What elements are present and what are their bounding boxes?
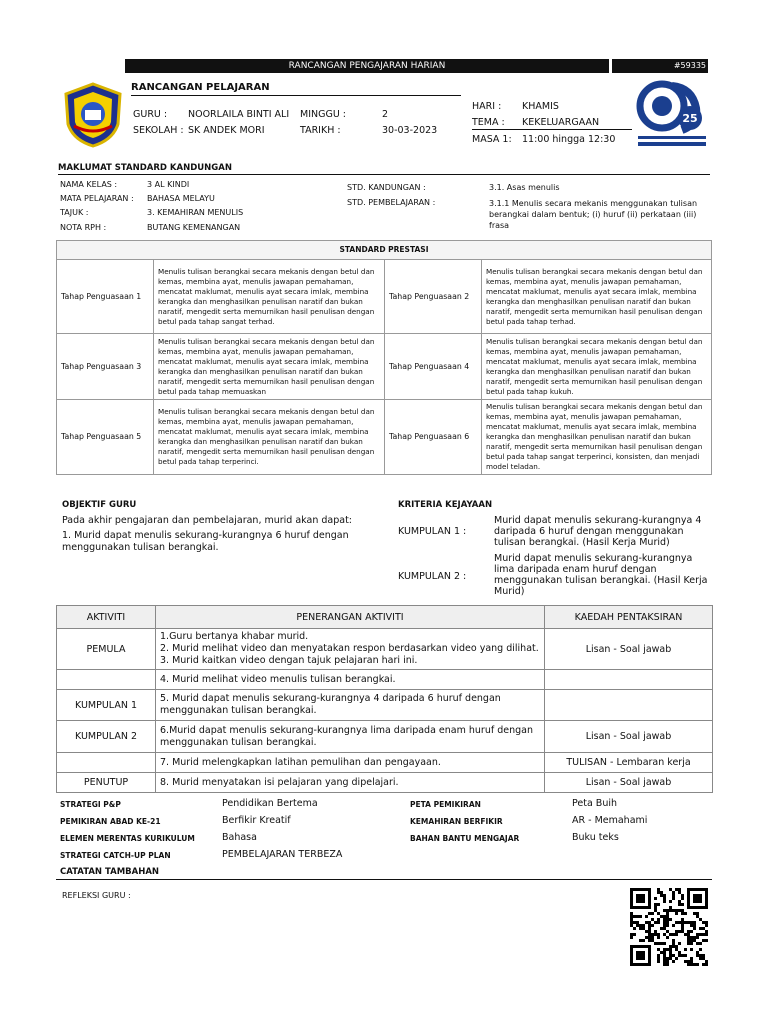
catchup-label: STRATEGI CATCH-UP PLAN bbox=[60, 851, 171, 860]
table-row bbox=[57, 670, 713, 690]
aktiviti-kaedah: Lisan - Soal jawab bbox=[545, 629, 713, 670]
level-label: Tahap Penguasaan 5 bbox=[57, 400, 154, 475]
masa-label: MASA 1: bbox=[472, 134, 512, 145]
table-row bbox=[57, 260, 712, 334]
sekolah-value: SK ANDEK MORI bbox=[188, 125, 265, 136]
column-header: AKTIVITI bbox=[57, 606, 156, 629]
school-crest-logo bbox=[58, 80, 128, 150]
table-row bbox=[57, 773, 713, 793]
masa-value: 11:00 hingga 12:30 bbox=[522, 134, 616, 145]
std-kandungan-label: STD. KANDUNGAN : bbox=[347, 183, 426, 192]
kemahiran-value: AR - Memahami bbox=[572, 815, 648, 826]
level-label: Tahap Penguasaan 6 bbox=[385, 400, 482, 475]
aktiviti-name: KUMPULAN 1 bbox=[57, 690, 156, 721]
objektif-item: 1. Murid dapat menulis sekurang-kurangnya 6 huruf dengan menggunakan tulisan berangkai. bbox=[62, 530, 349, 553]
table-header-row bbox=[57, 606, 713, 629]
column-header: PENERANGAN AKTIVITI bbox=[156, 606, 545, 629]
aktiviti-table bbox=[56, 605, 713, 793]
objektif-title: OBJEKTIF GURU bbox=[62, 500, 137, 510]
aktiviti-desc: 7. Murid melengkapkan latihan pemulihan dan pengayaan. bbox=[156, 753, 545, 773]
aktiviti-name bbox=[57, 753, 156, 773]
aktiviti-desc: 1.Guru bertanya khabar murid. 2. Murid melihat video dan menyatakan respon berdasarkan video yang dilihat. 3. Murid kaitkan video dengan tajuk pelajaran hari ini. bbox=[156, 629, 545, 670]
aktiviti-name: KUMPULAN 2 bbox=[57, 721, 156, 753]
sekolah-label: SEKOLAH : bbox=[133, 125, 184, 136]
nota-rph-value: BUTANG KEMENANGAN bbox=[147, 223, 241, 232]
nota-rph-label: NOTA RPH : bbox=[60, 223, 107, 232]
section-title: RANCANGAN PELAJARAN bbox=[131, 82, 270, 93]
aktiviti-name bbox=[57, 670, 156, 690]
bahan-value: Buku teks bbox=[572, 832, 619, 843]
bahan-label: BAHAN BANTU MENGAJAR bbox=[410, 834, 520, 843]
kriteria-title: KRITERIA KEJAYAAN bbox=[398, 500, 493, 510]
minggu-value: 2 bbox=[382, 109, 389, 120]
level-description: Menulis tulisan berangkai secara mekanis dengan betul dan kemas, membina ayat, menulis jawapan pemahaman, mencatat maklumat, menulis ayat secara imlak, membina kerangka dan menghasilkan penulisan naratif dan bukan naratif, mengedit serta memurnikan hasil penulisan dengan betul pada tahap terperinci. bbox=[154, 400, 385, 475]
strategi-pp-value: Pendidikan Bertema bbox=[222, 798, 318, 809]
level-label: Tahap Penguasaan 2 bbox=[385, 260, 482, 334]
standard-prestasi-title: STANDARD PRESTASI bbox=[57, 241, 712, 260]
table-row bbox=[57, 334, 712, 400]
tarikh-label: TARIKH : bbox=[300, 125, 341, 136]
svg-text:25: 25 bbox=[682, 112, 698, 125]
document-banner-title: RANCANGAN PENGAJARAN HARIAN bbox=[125, 59, 609, 73]
maklumat-title: MAKLUMAT STANDARD KANDUNGAN bbox=[58, 163, 232, 173]
level-description: Menulis tulisan berangkai secara mekanis dengan betul dan kemas, membina ayat, menulis jawapan pemahaman, mencatat maklumat, menulis ayat secara imlak, membina kerangka dan menghasilkan penulisan naratif dan bukan naratif, mengedit serta memurnikan hasil penulisan dengan betul pada tahap memuaskan bbox=[154, 334, 385, 400]
aktiviti-desc: 4. Murid melihat video menulis tulisan berangkai. bbox=[156, 670, 545, 690]
table-row bbox=[57, 753, 713, 773]
abad21-label: PEMIKIRAN ABAD KE-21 bbox=[60, 817, 161, 826]
qr-code-icon[interactable] bbox=[630, 888, 708, 966]
peta-value: Peta Buih bbox=[572, 798, 617, 809]
divider bbox=[131, 95, 461, 96]
divider bbox=[58, 174, 710, 175]
aktiviti-kaedah bbox=[545, 670, 713, 690]
tajuk-value: 3. KEMAHIRAN MENULIS bbox=[147, 208, 244, 217]
aktiviti-name: PEMULA bbox=[57, 629, 156, 670]
mata-pelajaran-value: BAHASA MELAYU bbox=[147, 194, 215, 203]
tajuk-label: TAJUK : bbox=[60, 208, 89, 217]
tema-value: KEKELUARGAAN bbox=[522, 117, 600, 128]
tema-label: TEMA : bbox=[472, 117, 505, 128]
nama-kelas-label: NAMA KELAS : bbox=[60, 180, 118, 189]
hari-value: KHAMIS bbox=[522, 101, 559, 112]
kumpulan-1-value: Murid dapat menulis sekurang-kurangnya 4 daripada 6 huruf dengan menggunakan tulisan berangkai. (Hasil Kerja Murid) bbox=[494, 515, 702, 548]
aktiviti-desc: 8. Murid menyatakan isi pelajaran yang dipelajari. bbox=[156, 773, 545, 793]
hari-label: HARI : bbox=[472, 101, 502, 112]
standard-prestasi-table bbox=[56, 240, 712, 475]
table-row bbox=[57, 629, 713, 670]
divider bbox=[472, 129, 632, 130]
table-row bbox=[57, 721, 713, 753]
aktiviti-desc: 5. Murid dapat menulis sekurang-kurangnya 4 daripada 6 huruf dengan menggunakan tulisan berangkai. bbox=[156, 690, 545, 721]
table-row bbox=[57, 400, 712, 475]
level-description: Menulis tulisan berangkai secara mekanis dengan betul dan kemas, membina ayat, menulis jawapan pemahaman, mencatat maklumat, menulis ayat secara imlak, membina kerangka dan menghasilkan penulisan naratif dan bukan naratif, mengedit serta memurnikan hasil penulisan dengan betul pada tahap sangat terhad. bbox=[154, 260, 385, 334]
document-code: #59335 bbox=[612, 59, 708, 73]
objektif-intro: Pada akhir pengajaran dan pembelajaran, murid akan dapat: bbox=[62, 515, 353, 526]
kpm-25-logo bbox=[636, 78, 708, 152]
minggu-label: MINGGU : bbox=[300, 109, 347, 120]
tarikh-value: 30-03-2023 bbox=[382, 125, 438, 136]
catchup-value: PEMBELAJARAN TERBEZA bbox=[222, 849, 343, 860]
elemen-value: Bahasa bbox=[222, 832, 257, 843]
kumpulan-2-value: Murid dapat menulis sekurang-kurangnya lima daripada enam huruf dengan menggunakan tulisan berangkai. (Hasil Kerja Murid) bbox=[494, 553, 708, 597]
aktiviti-kaedah bbox=[545, 690, 713, 721]
elemen-label: ELEMEN MERENTAS KURIKULUM bbox=[60, 834, 195, 843]
catatan-title: CATATAN TAMBAHAN bbox=[60, 867, 160, 877]
guru-value: NOORLAILA BINTI ALI bbox=[188, 109, 290, 120]
strategi-pp-label: STRATEGI P&P bbox=[60, 800, 121, 809]
std-kandungan-value: 3.1. Asas menulis bbox=[489, 183, 560, 192]
mata-pelajaran-label: MATA PELAJARAN : bbox=[60, 194, 134, 203]
aktiviti-kaedah: TULISAN - Lembaran kerja bbox=[545, 753, 713, 773]
kemahiran-label: KEMAHIRAN BERFIKIR bbox=[410, 817, 503, 826]
std-pembelajaran-label: STD. PEMBELAJARAN : bbox=[347, 198, 436, 207]
std-pembelajaran-value: 3.1.1 Menulis secara mekanis menggunakan tulisan berangkai dalam bentuk; (i) huruf (ii) perkataan (iii) frasa bbox=[489, 199, 698, 230]
level-label: Tahap Penguasaan 1 bbox=[57, 260, 154, 334]
level-label: Tahap Penguasaan 3 bbox=[57, 334, 154, 400]
divider bbox=[56, 879, 712, 880]
level-description: Menulis tulisan berangkai secara mekanis dengan betul dan kemas, membina ayat, menulis jawapan pemahaman, mencatat maklumat, menulis ayat secara imlak, membina kerangka dan menghasilkan penulisan naratif dan bukan naratif, mengedit serta memurnikan hasil penulisan dengan betul pada tahap terhad. bbox=[482, 260, 712, 334]
aktiviti-name: PENUTUP bbox=[57, 773, 156, 793]
guru-label: GURU : bbox=[133, 109, 168, 120]
table-row bbox=[57, 690, 713, 721]
peta-label: PETA PEMIKIRAN bbox=[410, 800, 481, 809]
level-label: Tahap Penguasaan 4 bbox=[385, 334, 482, 400]
kumpulan-2-label: KUMPULAN 2 : bbox=[398, 571, 467, 582]
aktiviti-kaedah: Lisan - Soal jawab bbox=[545, 773, 713, 793]
column-header: KAEDAH PENTAKSIRAN bbox=[545, 606, 713, 629]
abad21-value: Berfikir Kreatif bbox=[222, 815, 291, 826]
level-description: Menulis tulisan berangkai secara mekanis dengan betul dan kemas, membina ayat, menulis jawapan pemahaman, mencatat maklumat, menulis ayat secara imlak, membina kerangka dan menghasilkan penulisan naratif dan bukan naratif, mengedit serta memurnikan hasil penulisan dengan betul pada tahap sangat terperinci, konsisten, dan menjadi model teladan. bbox=[482, 400, 712, 475]
aktiviti-desc: 6.Murid dapat menulis sekurang-kurangnya lima daripada enam huruf dengan menggunakan tulisan berangkai. bbox=[156, 721, 545, 753]
level-description: Menulis tulisan berangkai secara mekanis dengan betul dan kemas, membina ayat, menulis jawapan pemahaman, mencatat maklumat, menulis ayat secara imlak, membina kerangka dan menghasilkan penulisan naratif dan bukan naratif, mengedit serta memurnikan hasil penulisan dengan betul pada tahap kukuh. bbox=[482, 334, 712, 400]
refleksi-label: REFLEKSI GURU : bbox=[62, 891, 131, 900]
kumpulan-1-label: KUMPULAN 1 : bbox=[398, 526, 467, 537]
nama-kelas-value: 3 AL KINDI bbox=[147, 180, 190, 189]
aktiviti-kaedah: Lisan - Soal jawab bbox=[545, 721, 713, 753]
